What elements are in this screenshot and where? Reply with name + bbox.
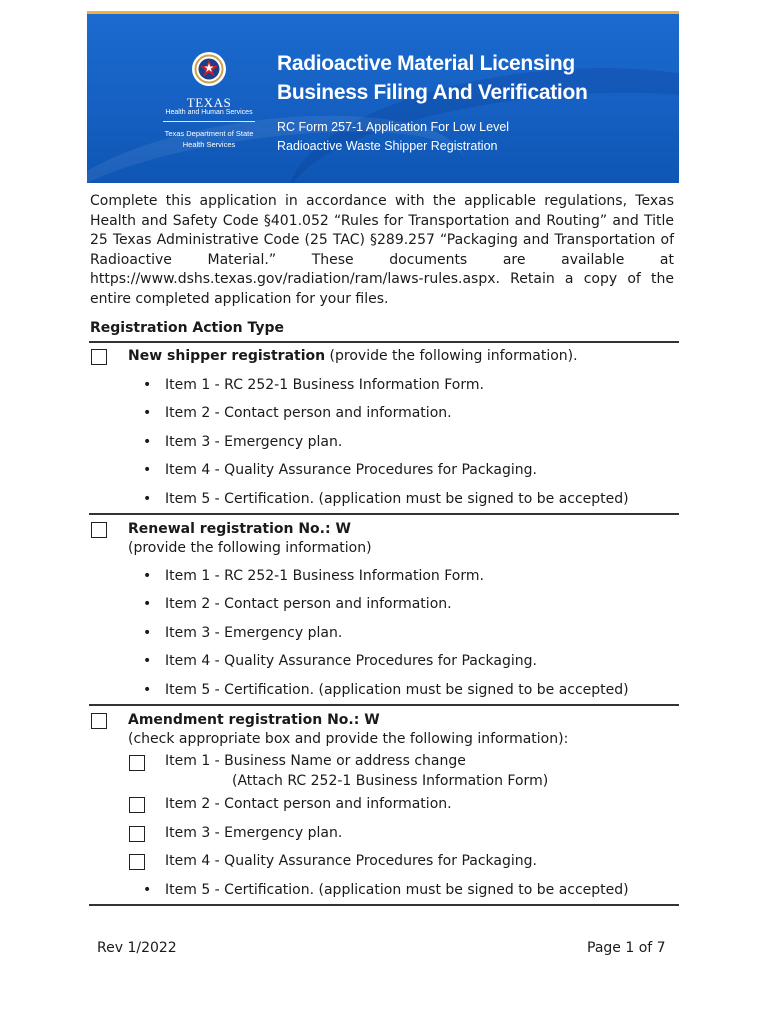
new-shipper-note: (provide the following information). (325, 348, 578, 364)
subtitle-line-2: Radioactive Waste Shipper Registration (277, 139, 498, 153)
section-heading: Registration Action Type (90, 320, 285, 336)
logo-dshs-line2: Health Services (182, 140, 236, 149)
bullet: • (143, 491, 152, 507)
section-divider (89, 341, 679, 343)
bullet: • (143, 596, 152, 612)
list-item: Item 4 - Quality Assurance Procedures for Packaging. (165, 653, 537, 669)
texas-seal-icon (191, 51, 227, 87)
form-subtitle (277, 118, 667, 156)
amendment-item3-checkbox[interactable] (129, 826, 145, 842)
new-shipper-label: New shipper registration (128, 348, 326, 364)
section-divider (89, 513, 679, 515)
amendment-item4: Item 4 - Quality Assurance Procedures for Packaging. (165, 853, 537, 869)
section-divider (89, 704, 679, 706)
amendment-label: Amendment registration No.: W (128, 712, 380, 728)
bullet: • (143, 405, 152, 421)
list-item: Item 1 - RC 252-1 Business Information Form. (165, 568, 484, 584)
subtitle-line-1: RC Form 257-1 Application For Low Level (277, 120, 510, 134)
list-item: Item 1 - RC 252-1 Business Information Form. (165, 377, 484, 393)
amendment-item1-sub: (Attach RC 252-1 Business Information Form) (232, 773, 549, 789)
logo-divider (163, 121, 255, 122)
renewal-note: (provide the following information) (128, 540, 372, 556)
renewal-checkbox[interactable] (91, 522, 107, 538)
amendment-item1: Item 1 - Business Name or address change (165, 753, 466, 769)
logo-texas-text: TEXAS (186, 95, 232, 110)
amendment-item2: Item 2 - Contact person and information. (165, 796, 452, 812)
logo-dshs-line1: Texas Department of State (164, 129, 254, 138)
new-shipper-checkbox[interactable] (91, 349, 107, 365)
list-item: Item 2 - Contact person and information. (165, 596, 452, 612)
intro-paragraph: Complete this application in accordance with the applicable regulations, Texas Health and Safety Code §401.052 “Rules for Transportation and Routing” and Title 25 Texas Administrative Code (25 TAC) §289.257 “Packaging and Transportation of Radioactive Material.” These documents are available at https://www.dshs.texas.gov/radiation/ram/laws-rules.aspx. Retain a copy of the entire completed application for your files. (90, 193, 674, 307)
list-item: Item 2 - Contact person and information. (165, 405, 452, 421)
list-item: Item 3 - Emergency plan. (165, 625, 343, 641)
revision-label: Rev 1/2022 (97, 940, 177, 956)
bullet: • (143, 462, 152, 478)
list-item: Item 5 - Certification. (application must be signed to be accepted) (165, 491, 629, 507)
list-item: Item 3 - Emergency plan. (165, 434, 343, 450)
header-banner (87, 11, 679, 183)
logo-dshs-text (159, 128, 259, 150)
list-item: Item 4 - Quality Assurance Procedures for Packaging. (165, 462, 537, 478)
title-line-2: Business Filing And Verification (277, 81, 588, 104)
bullet: • (143, 568, 152, 584)
bullet: • (143, 625, 152, 641)
bullet: • (143, 377, 152, 393)
logo-hhs-text: Health and Human Services (165, 109, 253, 116)
amendment-item2-checkbox[interactable] (129, 797, 145, 813)
amendment-item4-checkbox[interactable] (129, 854, 145, 870)
list-item: Item 5 - Certification. (application must be signed to be accepted) (165, 682, 629, 698)
amendment-item3: Item 3 - Emergency plan. (165, 825, 343, 841)
page-title (277, 49, 667, 107)
bullet: • (143, 682, 152, 698)
new-shipper-label-line (128, 347, 578, 366)
page-number: Page 1 of 7 (587, 940, 666, 956)
renewal-label: Renewal registration No.: W (128, 521, 351, 537)
banner-accent-line (87, 11, 679, 14)
bullet: • (143, 653, 152, 669)
amendment-item5: Item 5 - Certification. (application must be signed to be accepted) (165, 882, 629, 898)
amendment-checkbox[interactable] (91, 713, 107, 729)
bullet: • (143, 882, 152, 898)
amendment-item1-checkbox[interactable] (129, 755, 145, 771)
bullet: • (143, 434, 152, 450)
title-line-1: Radioactive Material Licensing (277, 52, 575, 75)
section-divider (89, 904, 679, 906)
amendment-note: (check appropriate box and provide the following information): (128, 731, 569, 747)
